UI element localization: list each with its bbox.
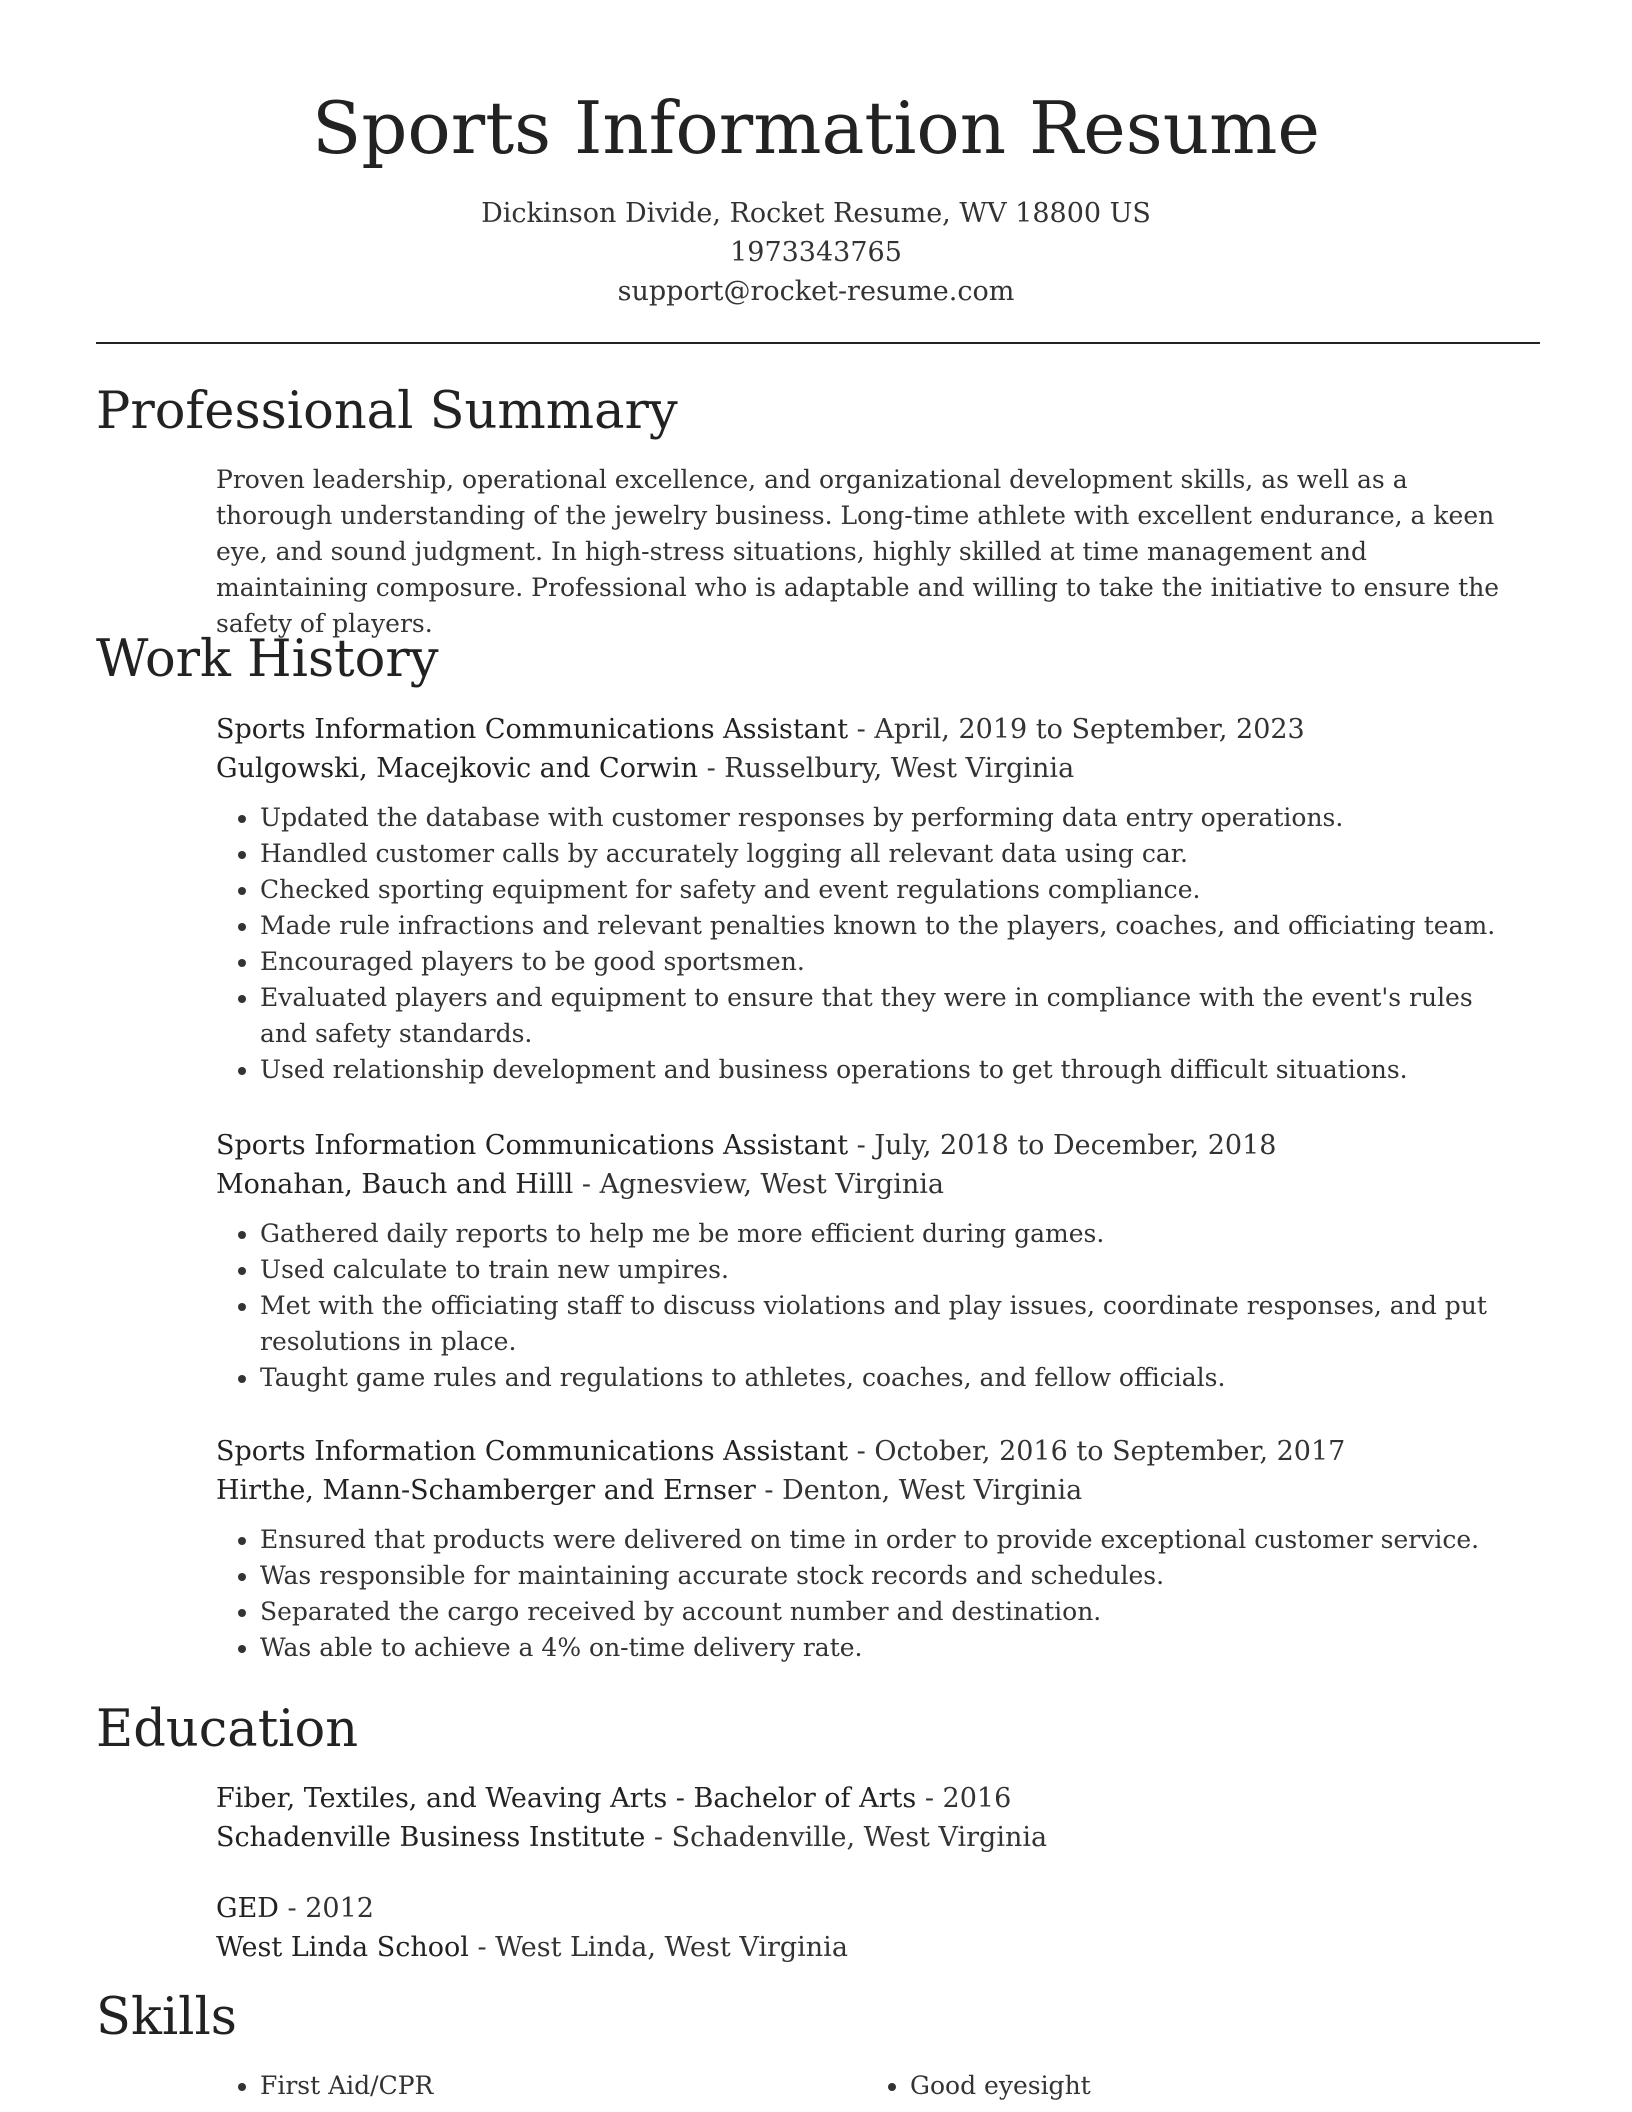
job-bullets: [216, 1522, 1516, 1666]
job-bullet: • Checked sporting equipment for safety and event regulations compliance.: [260, 872, 1516, 908]
job-location: - Russelbury, West Virginia: [698, 753, 1075, 784]
job-title-line: [216, 1126, 1516, 1165]
job-entry: [216, 1126, 1516, 1396]
job-bullet: • Updated the database with customer responses by performing data entry operations.: [260, 800, 1516, 836]
education-school-line: [216, 1818, 1516, 1857]
skills-column-left: [216, 2068, 866, 2104]
education-location: - Schadenville, West Virginia: [645, 1822, 1048, 1853]
job-company: Hirthe, Mann-Schamberger and Ernser: [216, 1475, 756, 1506]
education-entry: [216, 1779, 1516, 1857]
job-location: - Denton, West Virginia: [755, 1475, 1083, 1506]
job-bullet: • Separated the cargo received by account number and destination.: [260, 1594, 1516, 1630]
job-title-line: [216, 710, 1516, 749]
section-title-skills: Skills: [96, 1988, 237, 2047]
skills-column-right: [866, 2068, 1516, 2104]
job-company: Monahan, Bauch and Hilll: [216, 1169, 574, 1200]
header-divider: [96, 342, 1540, 344]
job-bullet: • Was responsible for maintaining accurate stock records and schedules.: [260, 1558, 1516, 1594]
section-title-education: Education: [96, 1700, 359, 1759]
education-school: West Linda School: [216, 1932, 469, 1963]
education-degree: Fiber, Textiles, and Weaving Arts - Bachelor of Arts: [216, 1783, 917, 1814]
job-company: Gulgowski, Macejkovic and Corwin: [216, 753, 698, 784]
job-bullet: • Used calculate to train new umpires.: [260, 1252, 1516, 1288]
job-bullet: • Made rule infractions and relevant penalties known to the players, coaches, and officiating team.: [260, 908, 1516, 944]
job-title-line: [216, 1432, 1516, 1471]
job-company-line: [216, 1471, 1516, 1510]
skill-item: • First Aid/CPR: [260, 2068, 866, 2104]
job-bullet: • Handled customer calls by accurately logging all relevant data using car.: [260, 836, 1516, 872]
education-school-line: [216, 1928, 1516, 1967]
job-entry: [216, 1432, 1516, 1666]
job-bullet: • Gathered daily reports to help me be more efficient during games.: [260, 1216, 1516, 1252]
education-degree-line: [216, 1779, 1516, 1818]
job-bullets: [216, 800, 1516, 1088]
summary-text: Proven leadership, operational excellence, and organizational development skills, as well as a thorough understanding of the jewelry business. Long-time athlete with excellent endurance, a keen eye, and sound judgment. In high-stress situations, highly skilled at time management and maintaining composure. Professional who is adaptable and willing to take the initiative to ensure the safety of players.: [216, 465, 1500, 638]
job-bullet: • Met with the officiating staff to discuss violations and play issues, coordinate responses, and put resolutions in place.: [260, 1288, 1516, 1360]
education-year: - 2012: [278, 1893, 374, 1924]
job-dates: - July, 2018 to December, 2018: [848, 1130, 1277, 1161]
job-entry: [216, 710, 1516, 1088]
education-degree: GED: [216, 1893, 279, 1924]
resume-title: Sports Information Resume: [312, 86, 1320, 170]
job-role: Sports Information Communications Assistant: [216, 714, 849, 745]
job-bullets: [216, 1216, 1516, 1396]
job-bullet: • Was able to achieve a 4% on-time delivery rate.: [260, 1630, 1516, 1666]
job-company-line: [216, 1165, 1516, 1204]
education-location: - West Linda, West Virginia: [468, 1932, 848, 1963]
job-bullet: • Ensured that products were delivered on time in order to provide exceptional customer service.: [260, 1522, 1516, 1558]
resume-header: [0, 0, 1632, 311]
section-title-work: Work History: [96, 630, 439, 689]
education-school: Schadenville Business Institute: [216, 1822, 646, 1853]
job-bullet: • Evaluated players and equipment to ensure that they were in compliance with the event's rules and safety standards.: [260, 980, 1516, 1052]
job-location: - Agnesview, West Virginia: [573, 1169, 944, 1200]
contact-block: [0, 194, 1632, 311]
education-degree-line: [216, 1889, 1516, 1928]
education-entry: [216, 1889, 1516, 1967]
job-company-line: [216, 749, 1516, 788]
contact-address: Dickinson Divide, Rocket Resume, WV 18800 US: [481, 198, 1151, 229]
skill-item: • Good eyesight: [910, 2068, 1516, 2104]
contact-email: support@rocket-resume.com: [617, 276, 1015, 307]
job-role: Sports Information Communications Assistant: [216, 1130, 849, 1161]
job-role: Sports Information Communications Assistant: [216, 1436, 849, 1467]
job-dates: - October, 2016 to September, 2017: [848, 1436, 1346, 1467]
skills-grid: [216, 2068, 1516, 2104]
job-dates: - April, 2019 to September, 2023: [848, 714, 1305, 745]
contact-phone: 1973343765: [730, 237, 902, 268]
job-bullet: • Encouraged players to be good sportsmen.: [260, 944, 1516, 980]
job-bullet: • Taught game rules and regulations to athletes, coaches, and fellow officials.: [260, 1360, 1516, 1396]
education-year: - 2016: [916, 1783, 1012, 1814]
job-bullet: • Used relationship development and business operations to get through difficult situations.: [260, 1052, 1516, 1088]
section-title-summary: Professional Summary: [96, 382, 678, 441]
